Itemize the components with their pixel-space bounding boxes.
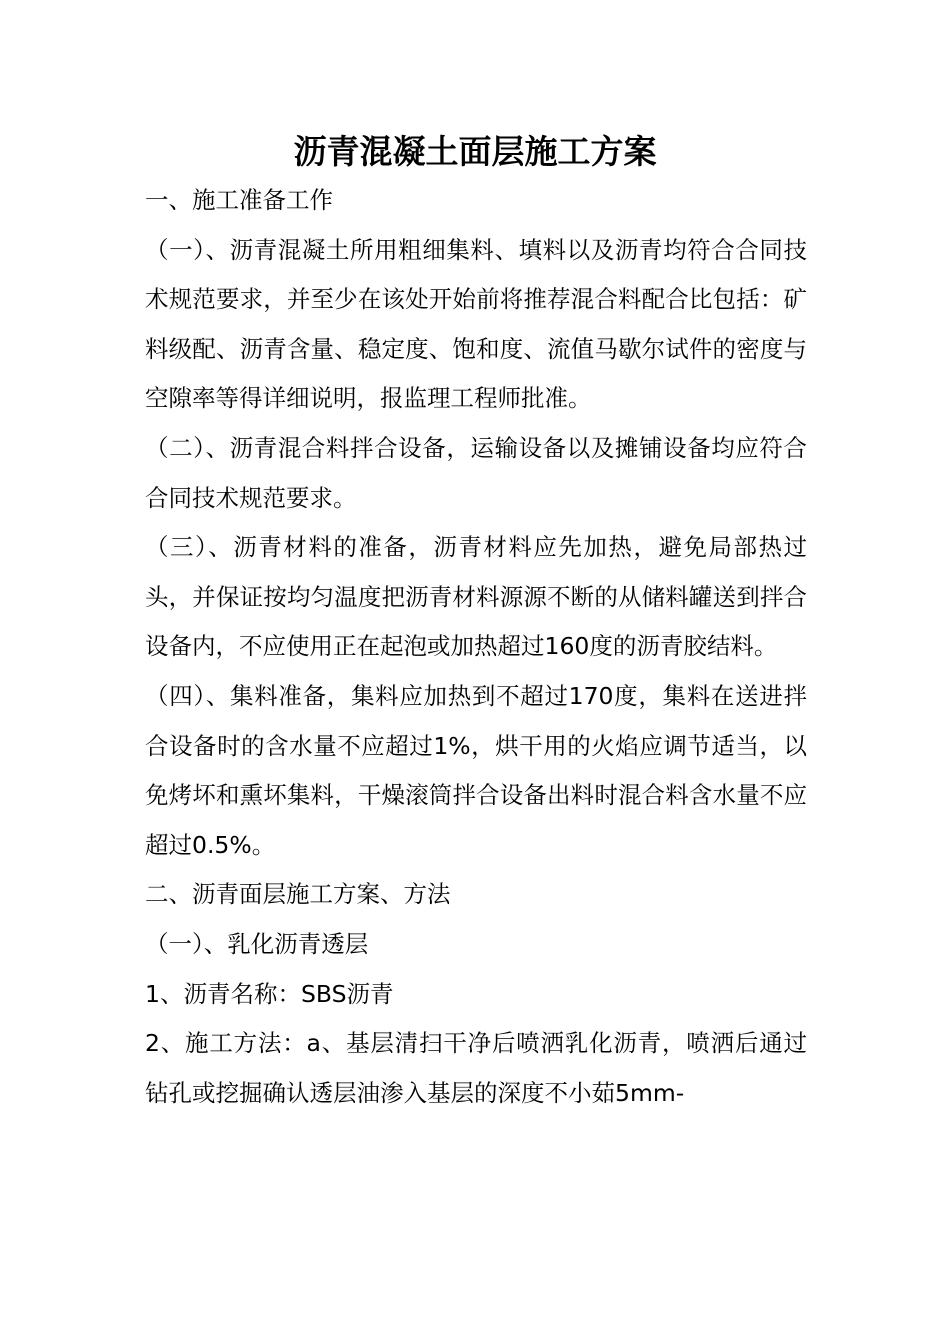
section-heading-preparation: 一、施工准备工作 [145,186,333,214]
document-body [145,176,807,1118]
subsection-heading-prime-coat: （一）、乳化沥青透层 [145,929,369,958]
paragraph-asphalt-name: 1、沥青名称：SBS沥青 [145,979,394,1008]
section-heading-construction-method: 二、沥青面层施工方案、方法 [145,880,451,909]
paragraph-aggregate-preparation: （四）、集料准备，集料应加热到不超过170度，集料在送进拌合设备时的含水量不应超过1%，烘干用的火焰应调节适当，以免烤坏和熏坏集料，干燥滚筒拌合设备出料时混合料含水量不应超过0.5%。 [145,681,807,859]
paragraph-materials-requirements: （一）、沥青混凝土所用粗细集料、填料以及沥青均符合合同技术规范要求，并至少在该处开始前将推荐混合料配合比包括：矿料级配、沥青含量、稳定度、饱和度、流值马歇尔试件的密度与空隙率等得详细说明，报监理工程师批准。 [145,235,807,413]
paragraph-equipment-requirements: （二）、沥青混合料拌合设备，运输设备以及摊铺设备均应符合合同技术规范要求。 [145,433,807,512]
paragraph-construction-method: 2、施工方法：a、基层清扫干净后喷洒乳化沥青，喷洒后通过钻孔或挖掘确认透层油渗入基层的深度不小茹5mm- [145,1029,807,1107]
paragraph-asphalt-preparation: （三）、沥青材料的准备，沥青材料应先加热，避免局部热过头，并保证按均匀温度把沥青材料源源不断的从储料罐送到拌合设备内，不应使用正在起泡或加热超过160度的沥青胶结料。 [145,533,807,661]
document-title: 沥青混凝土面层施工方案 [293,132,657,171]
